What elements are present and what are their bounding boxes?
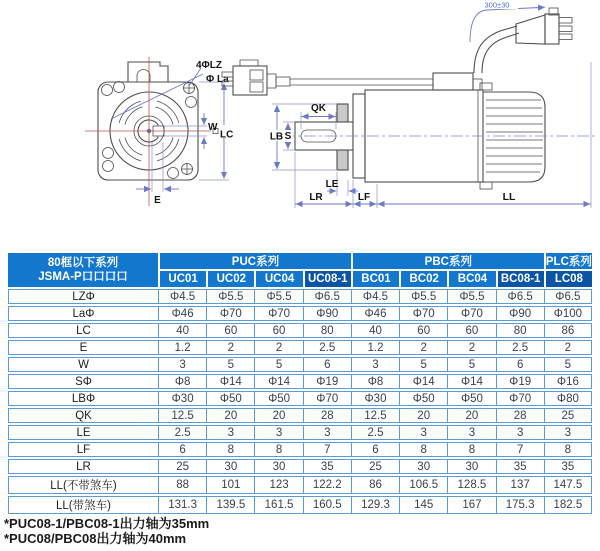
- column-header: LC08: [544, 271, 592, 287]
- spec-cell: Φ30: [158, 391, 206, 406]
- spec-cell: 20: [206, 408, 254, 423]
- spec-cell: 175.3: [496, 496, 544, 514]
- table-row: [8, 476, 592, 494]
- spec-cell: 160.5: [303, 496, 351, 514]
- spec-cell: 5: [254, 357, 302, 372]
- table-row: [8, 374, 592, 389]
- dim-label-e: E: [154, 195, 161, 206]
- spec-cell: Φ14: [254, 374, 302, 389]
- table-row: [8, 442, 592, 457]
- column-header: BC04: [447, 271, 495, 287]
- spec-cell: 40: [158, 323, 206, 338]
- spec-table: [8, 251, 592, 516]
- spec-cell: 2: [447, 340, 495, 355]
- spec-cell: Φ70: [399, 306, 447, 321]
- table-row: [8, 391, 592, 406]
- spec-cell: Φ14: [206, 374, 254, 389]
- spec-cell: 5: [399, 357, 447, 372]
- row-label: LBΦ: [8, 391, 158, 406]
- spec-cell: Φ8: [351, 374, 399, 389]
- dim-label-lc: LC: [220, 129, 234, 141]
- row-label: SΦ: [8, 374, 158, 389]
- column-group: PLC系列: [544, 253, 592, 269]
- dim-label-w: W: [208, 122, 218, 133]
- spec-cell: 2: [544, 340, 592, 355]
- spec-table-wrap: [8, 251, 592, 516]
- row-label: LL(带煞车): [8, 496, 158, 514]
- dim-label-le: LE: [325, 179, 339, 190]
- table-row: [8, 357, 592, 372]
- spec-cell: 2: [254, 340, 302, 355]
- spec-cell: 167: [447, 496, 495, 514]
- spec-cell: 3: [254, 425, 302, 440]
- spec-cell: Φ46: [158, 306, 206, 321]
- spec-cell: 12.5: [351, 408, 399, 423]
- spec-cell: Φ19: [496, 374, 544, 389]
- encoder-connector: [474, 8, 572, 73]
- row-label: E: [8, 340, 158, 355]
- row-label: LC: [8, 323, 158, 338]
- spec-cell: 2.5: [496, 340, 544, 355]
- spec-cell: 60: [399, 323, 447, 338]
- column-header: BC02: [399, 271, 447, 287]
- spec-cell: 5: [206, 357, 254, 372]
- column-group: PBC系列: [351, 253, 544, 269]
- spec-cell: Φ6.5: [303, 289, 351, 304]
- spec-cell: Φ50: [206, 391, 254, 406]
- spec-cell: 20: [447, 408, 495, 423]
- spec-cell: 137: [496, 476, 544, 494]
- dim-label-ll: LL: [502, 191, 516, 203]
- spec-cell: 6: [496, 357, 544, 372]
- spec-cell: 3: [447, 425, 495, 440]
- spec-cell: Φ6.5: [544, 289, 592, 304]
- row-label: QK: [8, 408, 158, 423]
- spec-cell: Φ70: [496, 391, 544, 406]
- spec-cell: 30: [447, 459, 495, 474]
- spec-cell: Φ100: [544, 306, 592, 321]
- spec-cell: Φ46: [351, 306, 399, 321]
- spec-cell: 86: [544, 323, 592, 338]
- dim-label-cable-length: 300±30: [484, 0, 510, 10]
- spec-cell: 30: [206, 459, 254, 474]
- spec-cell: 131.3: [158, 496, 206, 514]
- dim-label-lr: LR: [309, 192, 323, 203]
- spec-cell: 2: [399, 340, 447, 355]
- series-header-line1: 80框以下系列: [47, 257, 119, 269]
- spec-cell: 35: [544, 459, 592, 474]
- dim-label-lf: LF: [357, 192, 371, 203]
- spec-cell: Φ8: [158, 374, 206, 389]
- dim-label-lb: LB: [269, 131, 284, 143]
- spec-cell: Φ14: [399, 374, 447, 389]
- column-group: PUC系列: [158, 253, 351, 269]
- row-label: LF: [8, 442, 158, 457]
- table-row: [8, 289, 592, 304]
- dim-label-la: Φ La: [206, 74, 229, 85]
- footnote-1: *PUC08-1/PBC08-1出力轴为35mm: [4, 516, 210, 531]
- row-label: LZΦ: [8, 289, 158, 304]
- series-header-cell: [8, 253, 158, 287]
- spec-cell: Φ90: [303, 306, 351, 321]
- spec-cell: 8: [544, 442, 592, 457]
- side-view-drawing: [222, 0, 598, 208]
- column-header: BC01: [351, 271, 399, 287]
- spec-cell: 25: [544, 408, 592, 423]
- spec-cell: Φ90: [496, 306, 544, 321]
- table-row: [8, 340, 592, 355]
- spec-cell: 3: [496, 425, 544, 440]
- spec-cell: Φ16: [544, 374, 592, 389]
- spec-cell: Φ50: [399, 391, 447, 406]
- spec-cell: 128.5: [447, 476, 495, 494]
- column-header: UC01: [158, 271, 206, 287]
- spec-cell: 5: [544, 357, 592, 372]
- row-label: LR: [8, 459, 158, 474]
- spec-cell: 28: [303, 408, 351, 423]
- spec-cell: 30: [254, 459, 302, 474]
- spec-cell: 60: [447, 323, 495, 338]
- spec-cell: Φ70: [206, 306, 254, 321]
- spec-cell: Φ30: [351, 391, 399, 406]
- spec-cell: 106.5: [399, 476, 447, 494]
- spec-cell: 3: [544, 425, 592, 440]
- row-label: W: [8, 357, 158, 372]
- column-header: UC08-1: [303, 271, 351, 287]
- series-header-line2: JSMA-P口口口口: [38, 271, 128, 283]
- spec-cell: 60: [254, 323, 302, 338]
- spec-table-body: [8, 289, 592, 514]
- spec-cell: Φ5.5: [447, 289, 495, 304]
- front-view-drawing: [85, 57, 233, 206]
- spec-cell: 3: [399, 425, 447, 440]
- spec-cell: 40: [351, 323, 399, 338]
- spec-cell: Φ4.5: [351, 289, 399, 304]
- row-label: LaΦ: [8, 306, 158, 321]
- spec-cell: Φ80: [544, 391, 592, 406]
- spec-cell: 7: [303, 442, 351, 457]
- spec-cell: 25: [351, 459, 399, 474]
- spec-cell: 8: [254, 442, 302, 457]
- row-label: LE: [8, 425, 158, 440]
- spec-cell: Φ5.5: [399, 289, 447, 304]
- spec-cell: Φ19: [303, 374, 351, 389]
- motor-drawing-svg: [0, 0, 600, 248]
- spec-cell: 161.5: [254, 496, 302, 514]
- header-group-row: [8, 253, 592, 269]
- spec-cell: 12.5: [158, 408, 206, 423]
- spec-cell: 3: [303, 425, 351, 440]
- spec-cell: 1.2: [158, 340, 206, 355]
- spec-cell: Φ14: [447, 374, 495, 389]
- table-row: [8, 425, 592, 440]
- table-row: [8, 459, 592, 474]
- spec-cell: Φ50: [447, 391, 495, 406]
- dim-label-4lz: 4ΦLZ: [196, 60, 222, 71]
- column-header: UC02: [206, 271, 254, 287]
- dim-label-s: S: [284, 131, 292, 142]
- spec-cell: 6: [303, 357, 351, 372]
- spec-cell: 7: [496, 442, 544, 457]
- spec-cell: 6: [158, 442, 206, 457]
- row-label: LL(不带煞车): [8, 476, 158, 494]
- spec-cell: 25: [158, 459, 206, 474]
- spec-cell: 2.5: [303, 340, 351, 355]
- spec-cell: 147.5: [544, 476, 592, 494]
- spec-cell: 6: [351, 442, 399, 457]
- spec-cell: 145: [399, 496, 447, 514]
- spec-cell: 129.3: [351, 496, 399, 514]
- table-row: [8, 306, 592, 321]
- spec-cell: 80: [303, 323, 351, 338]
- spec-cell: Φ5.5: [254, 289, 302, 304]
- spec-cell: 88: [158, 476, 206, 494]
- spec-cell: 123: [254, 476, 302, 494]
- spec-cell: 3: [351, 357, 399, 372]
- spec-cell: Φ5.5: [206, 289, 254, 304]
- table-row: [8, 408, 592, 423]
- spec-cell: 8: [206, 442, 254, 457]
- spec-cell: 20: [254, 408, 302, 423]
- footnote-2: *PUC08/PBC08出力轴为40mm: [4, 531, 187, 546]
- dim-label-qk: QK: [311, 103, 326, 114]
- table-row: [8, 323, 592, 338]
- spec-cell: 35: [496, 459, 544, 474]
- spec-cell: 28: [496, 408, 544, 423]
- spec-cell: 2.5: [351, 425, 399, 440]
- column-header: UC04: [254, 271, 302, 287]
- spec-cell: 8: [447, 442, 495, 457]
- spec-cell: 8: [399, 442, 447, 457]
- spec-cell: 3: [206, 425, 254, 440]
- spec-cell: Φ4.5: [158, 289, 206, 304]
- spec-cell: Φ50: [254, 391, 302, 406]
- spec-cell: Φ6.5: [496, 289, 544, 304]
- column-header: BC08-1: [496, 271, 544, 287]
- spec-cell: 2.5: [158, 425, 206, 440]
- spec-cell: Φ70: [254, 306, 302, 321]
- spec-cell: 2: [206, 340, 254, 355]
- spec-cell: 122.2: [303, 476, 351, 494]
- spec-cell: 30: [399, 459, 447, 474]
- technical-drawing: [0, 0, 600, 248]
- spec-cell: Φ70: [447, 306, 495, 321]
- footnotes: [4, 516, 209, 546]
- spec-cell: 101: [206, 476, 254, 494]
- spec-cell: 35: [303, 459, 351, 474]
- spec-cell: 139.5: [206, 496, 254, 514]
- spec-cell: 5: [447, 357, 495, 372]
- spec-cell: 1.2: [351, 340, 399, 355]
- spec-cell: 86: [351, 476, 399, 494]
- spec-cell: Φ70: [303, 391, 351, 406]
- spec-cell: 60: [206, 323, 254, 338]
- spec-cell: 3: [158, 357, 206, 372]
- spec-cell: 20: [399, 408, 447, 423]
- spec-cell: 182.5: [544, 496, 592, 514]
- table-row: [8, 496, 592, 514]
- spec-cell: 80: [496, 323, 544, 338]
